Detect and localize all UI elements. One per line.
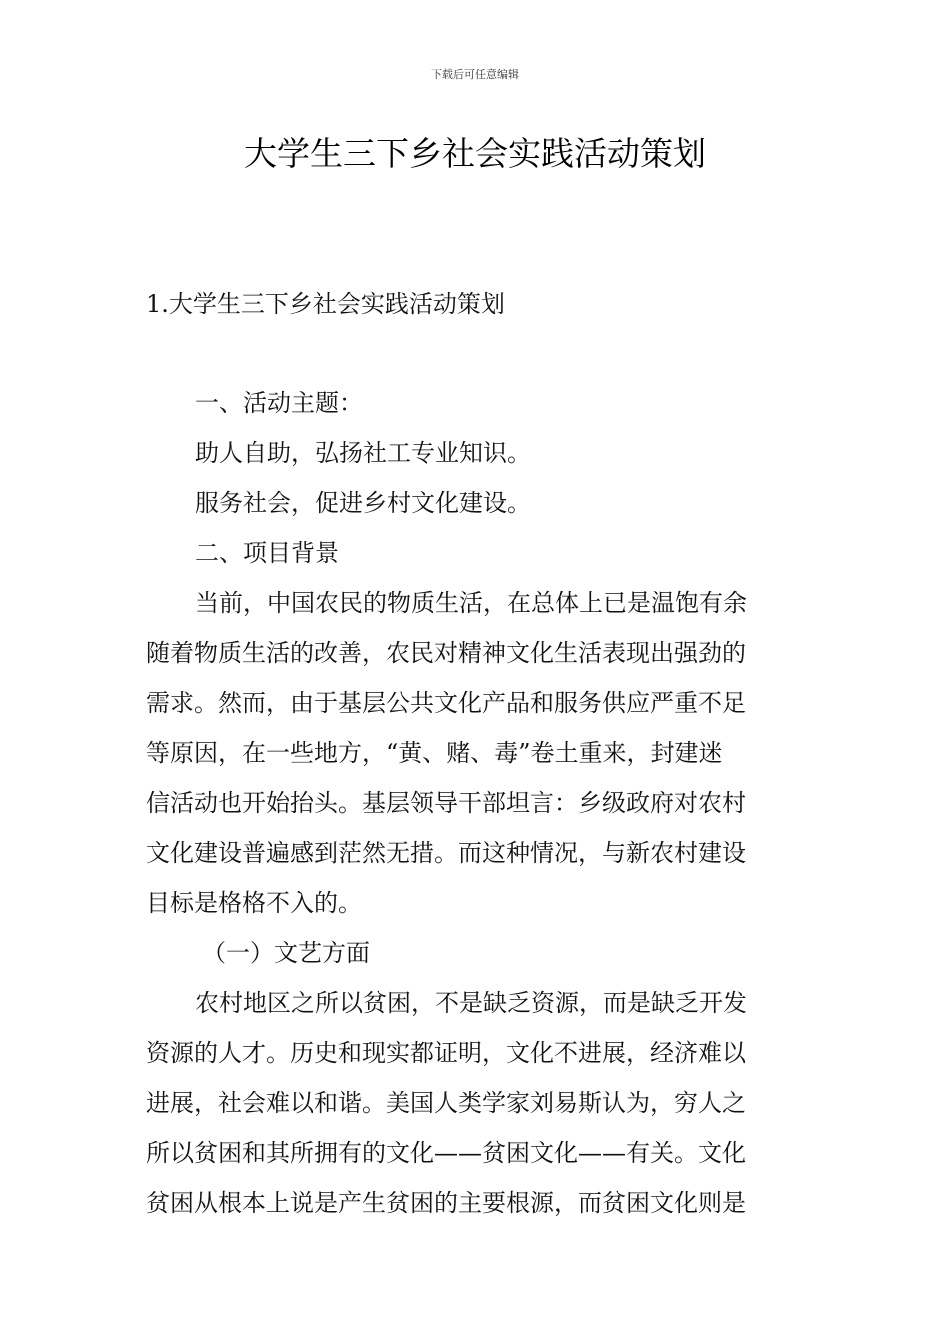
arts-line: 资源的人才。历史和现实都证明，文化不进展，经济难以: [146, 1039, 746, 1067]
background-line: 信活动也开始抬头。基层领导干部坦言：乡级政府对农村: [146, 789, 746, 817]
arts-line: 贫困从根本上说是产生贫困的主要根源，而贫困文化则是: [146, 1189, 746, 1217]
theme-heading: 一、活动主题：: [195, 389, 363, 417]
section-subtitle: 1.大学生三下乡社会实践活动策划: [146, 290, 505, 318]
document-title: 大学生三下乡社会实践活动策划: [244, 134, 706, 173]
arts-line: 农村地区之所以贫困，不是缺乏资源，而是缺乏开发: [195, 989, 747, 1017]
arts-line: 进展，社会难以和谐。美国人类学家刘易斯认为，穷人之: [146, 1089, 746, 1117]
background-line: 目标是格格不入的。: [146, 889, 362, 917]
background-line: 当前，中国农民的物质生活，在总体上已是温饱有余: [195, 589, 747, 617]
background-line: 文化建设普遍感到茫然无措。而这种情况，与新农村建设: [146, 839, 746, 867]
theme-line: 助人自助，弘扬社工专业知识。: [195, 439, 531, 467]
arts-line: 所以贫困和其所拥有的文化——贫困文化——有关。文化: [146, 1139, 746, 1167]
document-body: [146, 378, 806, 1228]
background-heading: 二、项目背景: [195, 539, 339, 567]
background-line: 随着物质生活的改善，农民对精神文化生活表现出强劲的: [146, 639, 746, 667]
header-note: 下载后可任意编辑: [431, 68, 519, 81]
background-line: 需求。然而，由于基层公共文化产品和服务供应严重不足: [146, 689, 746, 717]
background-line: 等原因，在一些地方，“黄、赌、毒”卷土重来，封建迷: [146, 739, 723, 767]
theme-line: 服务社会，促进乡村文化建设。: [195, 489, 531, 517]
arts-heading: （一）文艺方面: [202, 939, 370, 967]
